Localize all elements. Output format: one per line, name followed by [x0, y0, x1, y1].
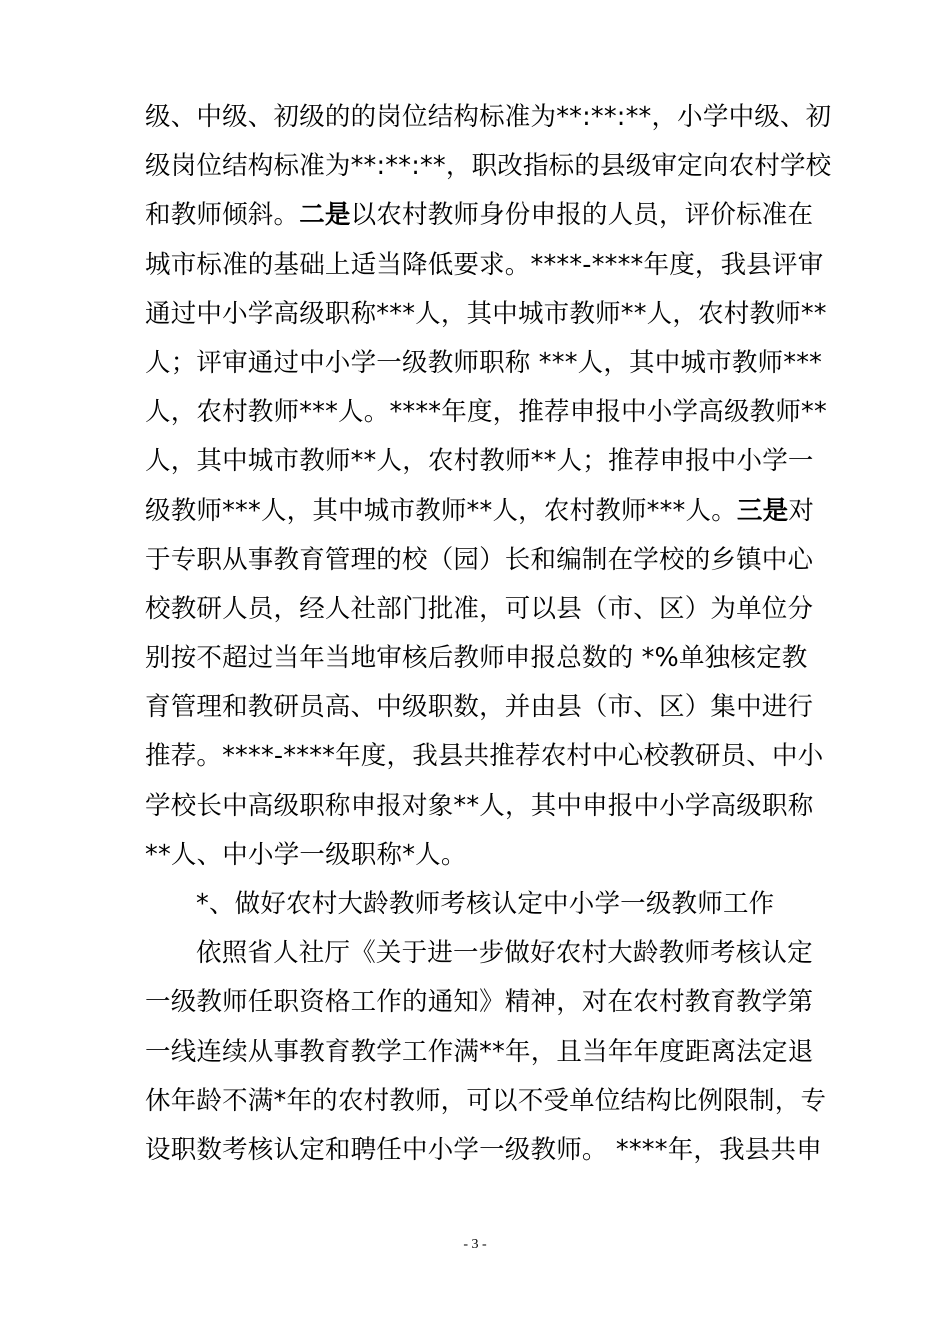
- para2-line-1: 依照省人社厅《关于进一步做好农村大龄教师考核认定: [196, 938, 813, 969]
- text-segment: 城市标准的基础上适当降低要求。****-****年度，我县评审: [145, 249, 824, 280]
- text-line-10: [145, 536, 814, 585]
- text-line-1: [145, 93, 832, 142]
- text-line-11: [145, 585, 814, 634]
- text-segment: 级岗位结构标准为**:**:**，职改指标的县级审定向农村学校: [145, 151, 832, 182]
- text-segment: 通过中小学高级职称***人，其中城市教师**人，农村教师**: [145, 298, 827, 329]
- text-segment: **人、中小学一级职称*人。: [145, 839, 467, 870]
- bold-marker-third: 三是: [736, 495, 789, 526]
- document-body: [145, 93, 832, 1175]
- text-segment: 育管理和教研员高、中级职数，并由县（市、区）集中进行: [145, 692, 814, 723]
- text-segment: 校教研人员，经人社部门批准，可以县（市、区）为单位分: [145, 593, 814, 624]
- text-line-6: [145, 339, 823, 388]
- text-line-16: [145, 831, 810, 880]
- para2-line-3: 一线连续从事教育教学工作满**年，且当年年度距离法定退: [145, 1036, 814, 1067]
- text-segment: 人，农村教师***人。****年度，推荐申报中小学高级教师**: [145, 397, 827, 428]
- bold-marker-second: 二是: [299, 200, 351, 231]
- text-segment: 于专职从事教育管理的校（园）长和编制在学校的乡镇中心: [145, 544, 814, 575]
- text-line-5: [145, 290, 827, 339]
- text-segment: 人，其中城市教师**人，农村教师**人；推荐申报中小学一: [145, 446, 814, 477]
- text-line-14: [145, 732, 824, 781]
- text-line-9: [145, 487, 815, 536]
- text-line-13: [145, 683, 814, 732]
- text-line-8: [145, 437, 814, 486]
- text-line-2: [145, 142, 832, 191]
- text-segment: 和教师倾斜。: [145, 200, 300, 231]
- text-line-4: [145, 241, 824, 290]
- section-heading: *、做好农村大龄教师考核认定中小学一级教师工作: [196, 889, 775, 919]
- text-segment: 级、中级、初级的的岗位结构标准为**:**:**，小学中级、初: [145, 102, 832, 132]
- para2-line-2: 一级教师任职资格工作的通知》精神，对在农村教育教学第: [145, 987, 814, 1018]
- para2-line-5: 设职数考核认定和聘任中小学一级教师。 ****年，我县共申: [145, 1134, 822, 1165]
- text-segment: 学校长中高级职称申报对象**人，其中申报中小学高级职称: [145, 790, 814, 821]
- page-number: - 3 -: [463, 1237, 487, 1252]
- text-segment: 对: [788, 495, 815, 526]
- text-line-12: [145, 634, 810, 683]
- text-segment: 别按不超过当年当地审核后教师申报总数的 *%单独核定教: [145, 643, 808, 674]
- para2-line-4: 休年龄不满*年的农村教师，可以不受单位结构比例限制，专: [145, 1085, 827, 1116]
- text-segment: 以农村教师身份申报的人员，评价标准在: [350, 200, 814, 231]
- text-line-15: [145, 782, 814, 831]
- text-segment: 人；评审通过中小学一级教师职称 ***人，其中城市教师***: [145, 347, 823, 378]
- text-line-3: [145, 191, 814, 240]
- text-segment: 推荐。****-****年度，我县共推荐农村中心校教研员、中小: [145, 741, 824, 772]
- text-line-7: [145, 388, 827, 437]
- text-segment: 级教师***人，其中城市教师**人，农村教师***人。: [145, 495, 737, 526]
